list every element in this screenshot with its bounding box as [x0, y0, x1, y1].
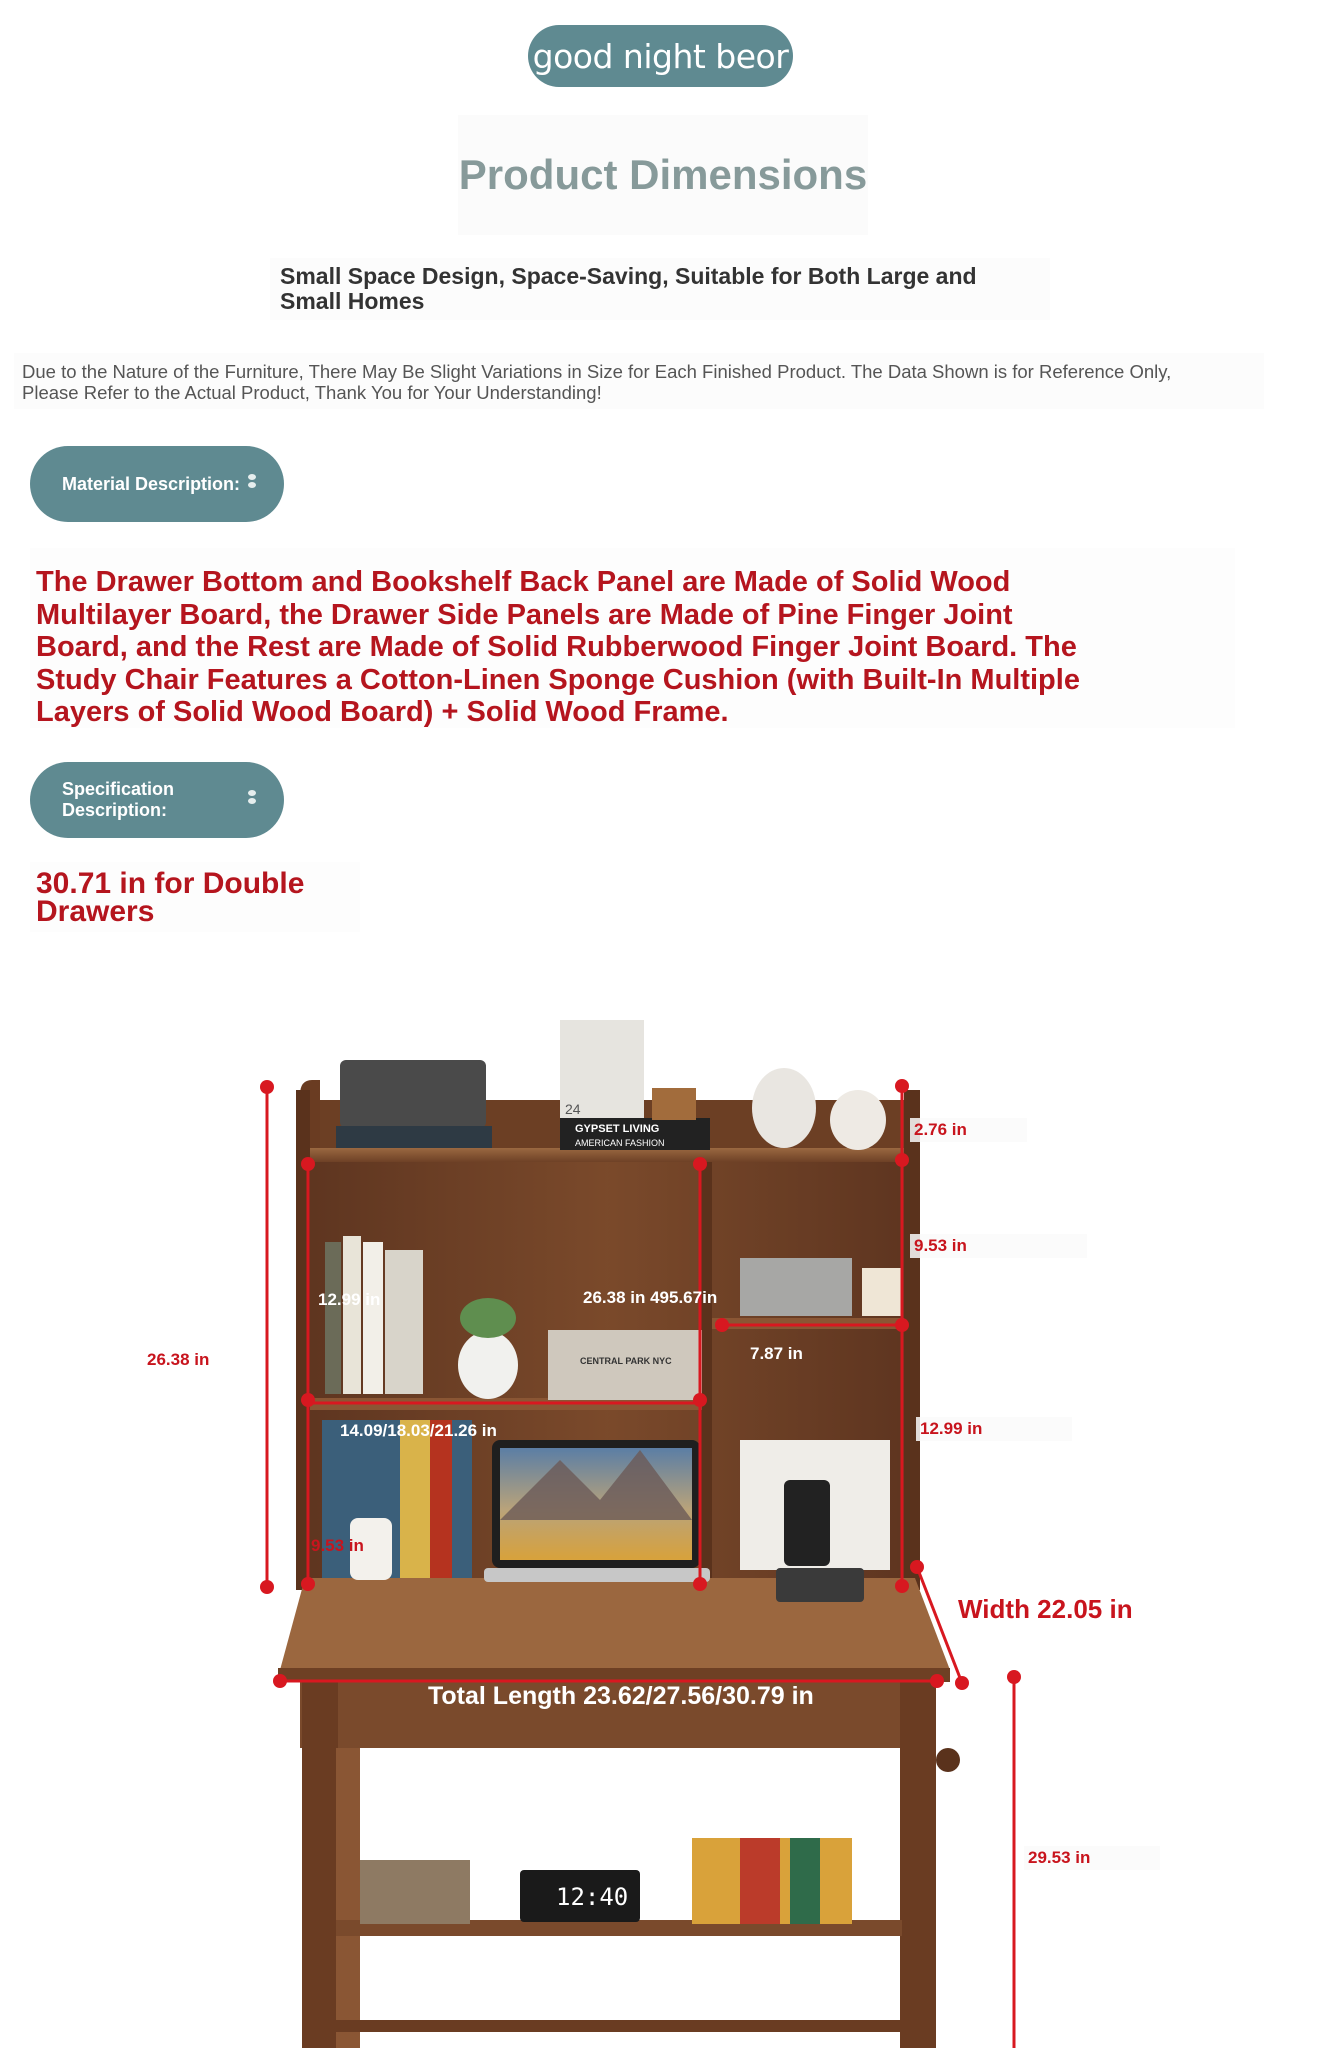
- photo-frame: [862, 1268, 902, 1316]
- material-badge: [30, 446, 284, 522]
- specification-text: [30, 862, 360, 932]
- point: [301, 1577, 315, 1591]
- point: [260, 1580, 274, 1594]
- pen-cup: [652, 1088, 696, 1120]
- material-line-5: Layers of Solid Wood Board) + Solid Wood Frame.: [36, 696, 729, 728]
- clock-display: 12:40: [556, 1883, 629, 1911]
- gray-box: [740, 1258, 852, 1316]
- book-row-lower-accent: [400, 1420, 430, 1578]
- point: [301, 1393, 315, 1407]
- book-row-lower-red: [430, 1420, 452, 1578]
- point: [693, 1393, 707, 1407]
- desk-leg-right: [900, 1680, 936, 2048]
- point: [260, 1080, 274, 1094]
- brand-logo: [528, 25, 793, 87]
- subtitle-line-1: Small Space Design, Space-Saving, Suitable for Both Large and: [280, 263, 977, 289]
- material-description: [30, 548, 1235, 728]
- label-small-cell: 7.87 in: [750, 1344, 803, 1363]
- label-width: Width 22.05 in: [958, 1594, 1133, 1624]
- point: [930, 1674, 944, 1688]
- desk-illustration: [0, 980, 1322, 2048]
- material-line-3: Board, and the Rest are Made of Solid Rubberwood Finger Joint Board. The: [36, 631, 1077, 663]
- magazine-number: 24: [565, 1101, 581, 1117]
- point: [273, 1674, 287, 1688]
- book-row-bottom-3: [790, 1838, 820, 1924]
- material-line-4: Study Chair Features a Cotton-Linen Sponge Cushion (with Built-In Multiple: [36, 663, 1080, 696]
- point: [693, 1157, 707, 1171]
- laptop-base: [484, 1568, 710, 1582]
- label-total-height: 26.38 in: [147, 1350, 210, 1369]
- point: [895, 1079, 909, 1093]
- book-upper-4: [385, 1250, 423, 1394]
- book-upper-2: [343, 1236, 361, 1394]
- page-title: [458, 115, 868, 235]
- point: [1007, 1670, 1021, 1684]
- desk-lower-rail: [336, 2020, 902, 2032]
- succulent-leaves: [460, 1298, 516, 1338]
- label-mid-width: 26.38 in 495.67in: [583, 1288, 718, 1307]
- specification-line-1: 30.71 in for Double: [36, 867, 305, 900]
- book-upper-3: [363, 1242, 383, 1394]
- label-shelf-width: 14.09/18.03/21.26 in: [340, 1421, 497, 1440]
- calculator: [776, 1568, 864, 1602]
- book-row-bottom-2: [740, 1838, 780, 1924]
- headphone-hook: [936, 1748, 960, 1772]
- phone: [784, 1480, 830, 1566]
- material-line-1: The Drawer Bottom and Bookshelf Back Panel are Made of Solid Wood: [36, 566, 1011, 598]
- book-stack-top-left: [336, 1126, 492, 1148]
- point: [895, 1318, 909, 1332]
- label-total-length: Total Length 23.62/27.56/30.79 in: [428, 1682, 814, 1710]
- note-line-2: Please Refer to the Actual Product, Thank You for Your Understanding!: [22, 382, 602, 403]
- dots-icon: [248, 788, 258, 814]
- specification-line-2: Drawers: [36, 895, 155, 928]
- specification-badge: [30, 762, 284, 838]
- subtitle: [270, 258, 1050, 320]
- brand-logo-text: good night beor: [532, 36, 789, 76]
- product-dimension-diagram: [0, 980, 1322, 2048]
- label-desk-height: 29.53 in: [1024, 1846, 1160, 1870]
- point: [301, 1157, 315, 1171]
- material-line-2: Multilayer Board, the Drawer Side Panels are Made of Pine Finger Joint: [36, 598, 1013, 631]
- page-title-text: Product Dimensions: [458, 151, 868, 198]
- point: [910, 1560, 924, 1574]
- vase-white-2: [830, 1090, 886, 1150]
- hutch-top-shelf: [300, 1148, 918, 1162]
- point: [955, 1676, 969, 1690]
- point: [693, 1577, 707, 1591]
- dots-icon: [248, 472, 258, 498]
- book-title: CENTRAL PARK NYC: [580, 1356, 672, 1366]
- note-line-1: Due to the Nature of the Furniture, There May Be Slight Variations in Size for Each Finished Product. The Data Shown is for Reference Only,: [22, 361, 1172, 382]
- point: [895, 1153, 909, 1167]
- succulent-pot: [458, 1331, 518, 1399]
- vase-white-1: [752, 1068, 816, 1148]
- disclaimer-note: [14, 353, 1264, 409]
- book-upper-1: [325, 1242, 341, 1394]
- storage-box: [360, 1860, 470, 1924]
- desk-leg-mid: [336, 1748, 360, 2048]
- desk-leg-left: [302, 1680, 338, 2048]
- magazine-title: GYPSET LIVING: [575, 1123, 660, 1135]
- point: [895, 1579, 909, 1593]
- label-left-cell: 12.99 in: [318, 1290, 381, 1309]
- tablet-prop: [340, 1060, 486, 1128]
- subtitle-line-2: Small Homes: [280, 288, 425, 314]
- label-upper-right: 9.53 in: [910, 1234, 1087, 1258]
- material-badge-label: Material Description:: [62, 473, 241, 494]
- specification-badge-label: Specification Description:: [62, 779, 175, 820]
- label-right-mid: 12.99 in: [916, 1417, 1072, 1441]
- label-lower-left: 9.53 in: [311, 1536, 364, 1555]
- magazine-subtitle: AMERICAN FASHION: [575, 1138, 665, 1148]
- label-top-rail: 2.76 in: [910, 1118, 1027, 1142]
- point: [715, 1318, 729, 1332]
